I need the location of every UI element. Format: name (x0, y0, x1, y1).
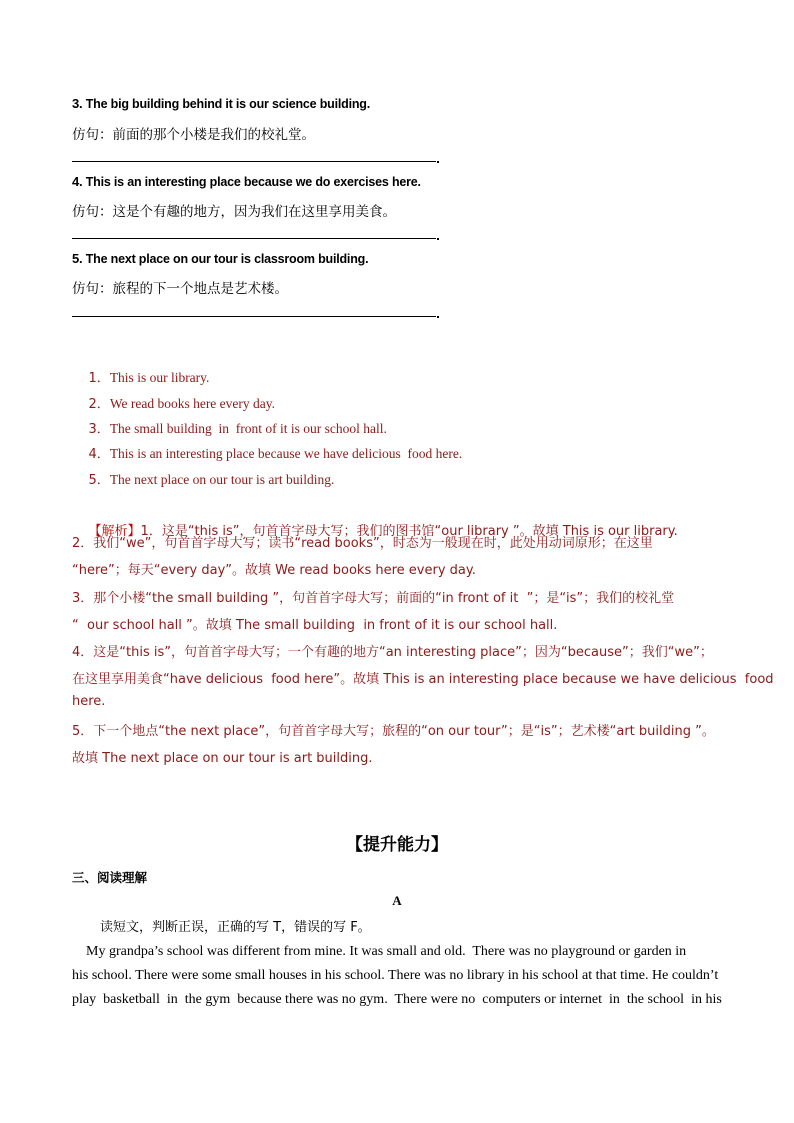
question-number: 3. (72, 96, 83, 111)
imitation-prompt-5: 仿句：旅程的下一个地点是艺术楼。 (72, 281, 288, 297)
answer-number: 5． (88, 473, 110, 488)
instruction: 读短文，判断正误，正确的写 T，错误的写 F。 (100, 920, 371, 935)
answer-line-4 (72, 238, 436, 239)
part-title: 三、阅读理解 (72, 870, 148, 885)
answer-number: 3． (88, 422, 110, 437)
answer-text: The next place on our tour is art building. (109, 472, 335, 487)
explanation-line-5: “ our school hall ”。故填 The small building in front of it is our school hall. (72, 618, 558, 633)
explanation-line-2: 2．我们“we”，句首首字母大写；读书“read books”，时态为一般现在时，此处用动词原形；在这里 (72, 536, 653, 551)
explanation-line-6: 4．这是“this is”，句首首字母大写；一个有趣的地方“an interesting place”；因为“because”；我们“we”； (72, 645, 713, 660)
passage-line-3: play basketball in the gym because there was no gym. There were no computers or internet in the school in his (72, 992, 722, 1007)
explanation-line-9: 5．下一个地点“the next place”，句首首字母大写；旅程的“on our tour”；是“is”；艺术楼“art building ”。 (72, 724, 715, 739)
explanation-text: 1．这是“this is”，句首首字母大写；我们的图书馆“our library ”。故填 This is our library. (140, 524, 678, 539)
question-5 (72, 251, 368, 266)
answer-number: 1． (88, 371, 110, 386)
imitation-prompt-4: 仿句：这是个有趣的地方，因为我们在这里享用美食。 (72, 204, 396, 220)
section-title: 【提升能力】 (346, 835, 448, 855)
answer-line-3 (72, 161, 436, 162)
explanation-line-7: 在这里享用美食“have delicious food here”。故填 This is an interesting place because we have delicious food (72, 672, 774, 687)
question-number: 5. (72, 251, 83, 266)
explanation-line-3: “here”；每天“every day”。故填 We read books here every day. (72, 563, 476, 578)
question-text: The next place on our tour is classroom building. (85, 252, 369, 266)
answer-text: This is our library. (109, 370, 210, 385)
explanation-line-4: 3．那个小楼“the small building ”，句首首字母大写；前面的“in front of it ”；是“is”；我们的校礼堂 (72, 591, 675, 606)
answer-text: We read books here every day. (109, 396, 276, 411)
answer-text: The small building in front of it is our school hall. (109, 421, 387, 436)
passage-line-2: his school. There were some small houses in his school. There was no library in his school at that time. He couldn’t (72, 968, 719, 983)
question-text: The big building behind it is our science building. (85, 97, 370, 111)
explanation-line-10: 故填 The next place on our tour is art building. (72, 751, 373, 766)
explanation-line-8: here. (72, 694, 106, 709)
answer-number: 4． (88, 447, 110, 462)
question-3 (72, 96, 370, 111)
question-4 (72, 174, 421, 189)
question-text: This is an interesting place because we do exercises here. (85, 175, 421, 189)
answer-5 (72, 454, 334, 503)
passage-letter: A (392, 893, 402, 908)
answer-line-5 (72, 316, 436, 317)
answer-text: This is an interesting place because we have delicious food here. (109, 446, 463, 461)
passage-line-1: My grandpa’s school was different from mine. It was small and old. There was no playground or garden in (72, 944, 687, 959)
imitation-prompt-3: 仿句：前面的那个小楼是我们的校礼堂。 (72, 127, 315, 143)
answer-number: 2． (88, 397, 110, 412)
explanation-tag: 【解析】 (88, 524, 141, 539)
question-number: 4. (72, 174, 83, 189)
